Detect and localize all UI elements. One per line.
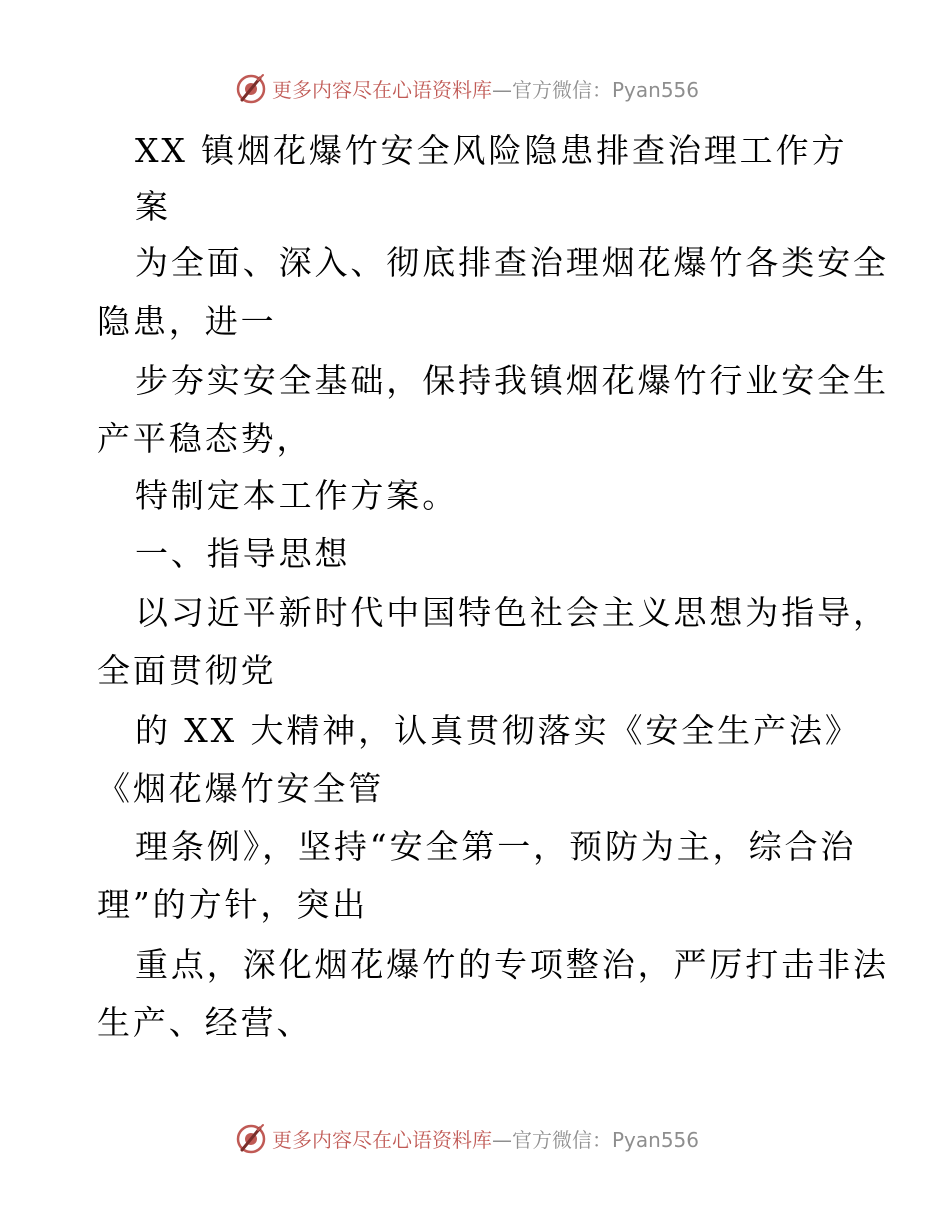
watermark-contact: —官方微信：Pyan556	[492, 1128, 700, 1152]
paragraph-line: 《烟花爆竹安全管	[97, 769, 385, 808]
paragraph-line: 理条例》，坚持“安全第一，预防为主，综合治	[135, 827, 857, 866]
paragraph-line: 为全面、深入、彻底排查治理烟花爆竹各类安全	[135, 243, 889, 282]
paragraph-line: 重点，深化烟花爆竹的专项整治，严厉打击非法	[135, 945, 889, 984]
paragraph-line: 产平稳态势，	[97, 419, 313, 458]
paragraph-line: 以习近平新时代中国特色社会主义思想为指导，	[135, 593, 889, 632]
pen-logo-icon	[234, 72, 268, 106]
watermark-text	[272, 1128, 699, 1152]
paragraph-line: 的 XX 大精神，认真贯彻落实《安全生产法》	[135, 711, 861, 750]
paragraph-line: 隐患，进一	[97, 302, 277, 341]
section-heading: 一、指导思想	[135, 534, 351, 573]
paragraph-line: 步夯实安全基础，保持我镇烟花爆竹行业安全生	[135, 361, 889, 400]
watermark-source: 更多内容尽在心语资料库	[272, 1128, 492, 1152]
document-title-line-2: 案	[135, 187, 171, 226]
watermark-contact: —官方微信：Pyan556	[492, 78, 700, 102]
footer-watermark	[0, 1120, 950, 1160]
document-title-line-1: XX 镇烟花爆竹安全风险隐患排查治理工作方	[135, 131, 848, 170]
watermark-text	[272, 78, 699, 102]
paragraph-line: 生产、经营、	[97, 1003, 313, 1042]
paragraph-line: 特制定本工作方案。	[135, 476, 459, 515]
paragraph-line: 全面贯彻党	[97, 651, 277, 690]
watermark-source: 更多内容尽在心语资料库	[272, 78, 492, 102]
header-watermark	[0, 70, 950, 110]
paragraph-line: 理”的方针，突出	[97, 885, 369, 924]
pen-logo-icon	[234, 1122, 268, 1156]
